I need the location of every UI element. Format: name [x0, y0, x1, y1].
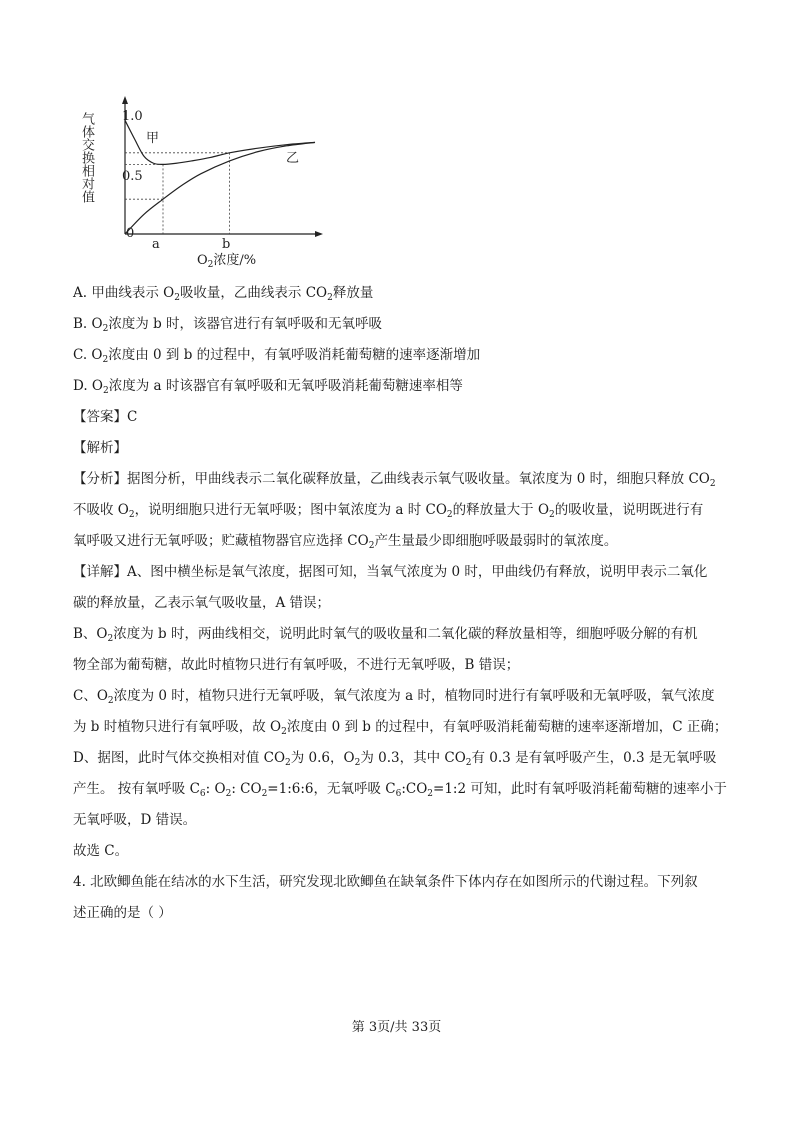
x-axis-arrow: [315, 231, 323, 237]
detail-line-6: 为 b 时植物只进行有氧呼吸，故 $O_2$浓度由 0 到 b 的过程中，有氧呼吸消耗葡萄糖的速率逐渐增加，C 正确；: [73, 719, 728, 737]
gas-exchange-chart: [70, 92, 330, 277]
ytick-0: 0: [126, 226, 135, 241]
option-a: A. 甲曲线表示 $O_2$吸收量，乙曲线表示 $CO_2$释放量: [73, 285, 374, 303]
page-footer: 第 3页/共 33页: [351, 1020, 442, 1035]
answer-tag: 【答案】: [73, 409, 127, 425]
series-label-yi: 乙: [286, 151, 300, 166]
analysis-tag: 【解析】: [73, 440, 127, 456]
xtick-a: a: [152, 237, 160, 252]
xlabel-rest: 浓度/%: [213, 253, 257, 268]
chart-svg: [70, 92, 330, 277]
y-axis-arrow: [122, 96, 128, 104]
detail-line-1: 【详解】A、图中横坐标是氧气浓度，据图可知，当氧气浓度为 0 时，甲曲线仍有释放，说明甲表示二氧化: [73, 564, 708, 580]
option-d: D. $O_2$浓度为 a 时该器官有氧呼吸和无氧呼吸消耗葡萄糖速率相等: [73, 378, 463, 396]
detail-line-7: D、据图，此时气体交换相对值 $CO_2$为 0.6，$O_2$为 0.3，其中 $CO_2$有 0.3 是有氧呼吸产生，0.3 是无氧呼吸: [73, 750, 717, 768]
detail-line-9: 无氧呼吸，D 错误。: [73, 812, 197, 828]
series-label-jia: 甲: [146, 131, 160, 146]
chart-ylabel: 气体交换相对值: [79, 112, 94, 203]
xtick-b: b: [222, 237, 231, 252]
ytick-1: 1.0: [122, 109, 143, 124]
detail-line-10: 故选 C。: [73, 843, 129, 859]
answer-line: [73, 408, 137, 426]
option-c: C. $O_2$浓度由 0 到 b 的过程中，有氧呼吸消耗葡萄糖的速率逐渐增加: [73, 347, 481, 365]
answer-value: C: [127, 409, 138, 425]
analysis-line-3: 氧呼吸又进行无氧呼吸；贮藏植物器官应选择 $CO_2$产生量最少即细胞呼吸最弱时的氧浓度。: [73, 533, 618, 551]
analysis-line-2: 不吸收 $O_2$，说明细胞只进行无氧呼吸；图中氧浓度为 a 时 $CO_2$的释放量大于 $O_2$的吸收量，说明既进行有: [73, 502, 704, 520]
detail-line-2: 碳的释放量，乙表示氧气吸收量，A 错误；: [73, 595, 331, 611]
detail-line-4: 物全部为葡萄糖，故此时植物只进行有氧呼吸，不进行无氧呼吸，B 错误；: [73, 657, 520, 673]
detail-line-5: C、$O_2$浓度为 0 时，植物只进行无氧呼吸，氧气浓度为 a 时，植物同时进行有氧呼吸和无氧呼吸，氧气浓度: [73, 688, 715, 706]
chart-xlabel: [197, 254, 256, 270]
analysis-line-1: 【分析】据图分析，甲曲线表示二氧化碳释放量，乙曲线表示氧气吸收量。氧浓度为 0 时，细胞只释放 $CO_2$: [73, 471, 716, 489]
question-4-line-2: 述正确的是（ ）: [73, 905, 172, 921]
question-4-line-1: 4. 北欧鲫鱼能在结冰的水下生活，研究发现北欧鲫鱼在缺氧条件下体内存在如图所示的代谢过程。下列叙: [73, 874, 698, 890]
detail-line-3: B、$O_2$浓度为 b 时，两曲线相交，说明此时氧气的吸收量和二氧化碳的释放量相等，细胞呼吸分解的有机: [73, 626, 698, 644]
option-b: B. $O_2$浓度为 b 时，该器官进行有氧呼吸和无氧呼吸: [73, 316, 383, 334]
xlabel-o: O: [197, 253, 208, 268]
ytick-05: 0.5: [122, 169, 143, 184]
xlabel-sub: 2: [207, 260, 214, 270]
detail-line-8: 产生。 按有氧呼吸 $C_6$: $O_2$: $CO_2=1:6:6$，无氧呼吸 $C_6:CO_2=1:2$ 可知，此时有氧呼吸消耗葡萄糖的速率小于: [73, 781, 727, 799]
